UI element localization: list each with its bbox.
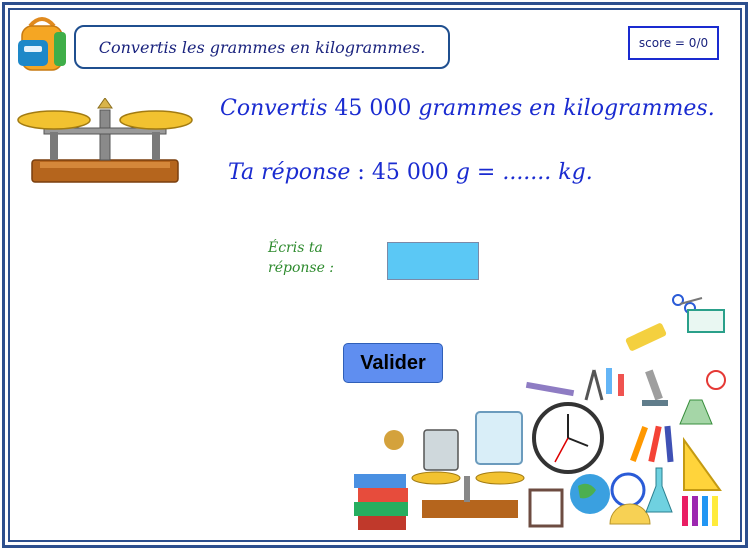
book-icon bbox=[688, 310, 724, 332]
coins-icon bbox=[384, 430, 404, 450]
question-word2: grammes en kilogrammes. bbox=[418, 96, 715, 121]
measuring-jug-icon bbox=[476, 412, 522, 464]
answer-colon: : bbox=[350, 160, 372, 185]
school-supplies-illustration bbox=[350, 290, 740, 540]
abacus-icon bbox=[530, 490, 562, 526]
clock-icon bbox=[534, 404, 602, 472]
instruction-text: Convertis les grammes en kilogrammes. bbox=[98, 37, 426, 57]
test-tube-icon bbox=[606, 368, 612, 394]
instruction-title bbox=[74, 25, 450, 69]
small-balance-icon bbox=[412, 472, 524, 518]
books-stack-icon bbox=[354, 474, 408, 530]
question-word1: Convertis bbox=[220, 96, 328, 121]
submit-button[interactable]: Valider bbox=[343, 343, 443, 383]
alarm-clock-icon bbox=[707, 371, 725, 389]
compass-icon bbox=[586, 370, 602, 400]
balance-scale-icon bbox=[16, 98, 194, 188]
input-label-line2: réponse : bbox=[268, 260, 335, 276]
answer-prefix: Ta réponse bbox=[228, 160, 351, 185]
score-display bbox=[628, 26, 719, 60]
small-clock-icon bbox=[612, 474, 644, 506]
score-text: score = 0/0 bbox=[638, 36, 709, 50]
input-label-line1: Écris ta bbox=[268, 240, 323, 256]
input-label bbox=[268, 238, 334, 278]
answer-line bbox=[228, 160, 593, 185]
answer-number: 45 000 bbox=[371, 160, 449, 185]
answer-unit-g: g bbox=[455, 160, 470, 185]
tape-measure-icon bbox=[625, 322, 667, 352]
markers-icon bbox=[682, 496, 718, 526]
conical-flask-icon bbox=[680, 400, 712, 424]
globe-icon bbox=[570, 474, 610, 514]
answer-input[interactable] bbox=[387, 242, 479, 280]
ruler-icon bbox=[526, 382, 574, 396]
protractor-icon bbox=[610, 504, 650, 524]
microscope-icon bbox=[642, 370, 668, 406]
question-text bbox=[220, 96, 715, 121]
flask-icon bbox=[646, 468, 672, 512]
backpack-icon bbox=[16, 14, 68, 72]
question-number: 45 000 bbox=[334, 96, 412, 121]
answer-equals: = ....... bbox=[469, 160, 559, 185]
pencils-icon bbox=[630, 426, 674, 462]
set-square-icon bbox=[684, 440, 720, 490]
calculator-icon bbox=[424, 430, 458, 470]
answer-unit-kg: kg. bbox=[558, 160, 593, 185]
